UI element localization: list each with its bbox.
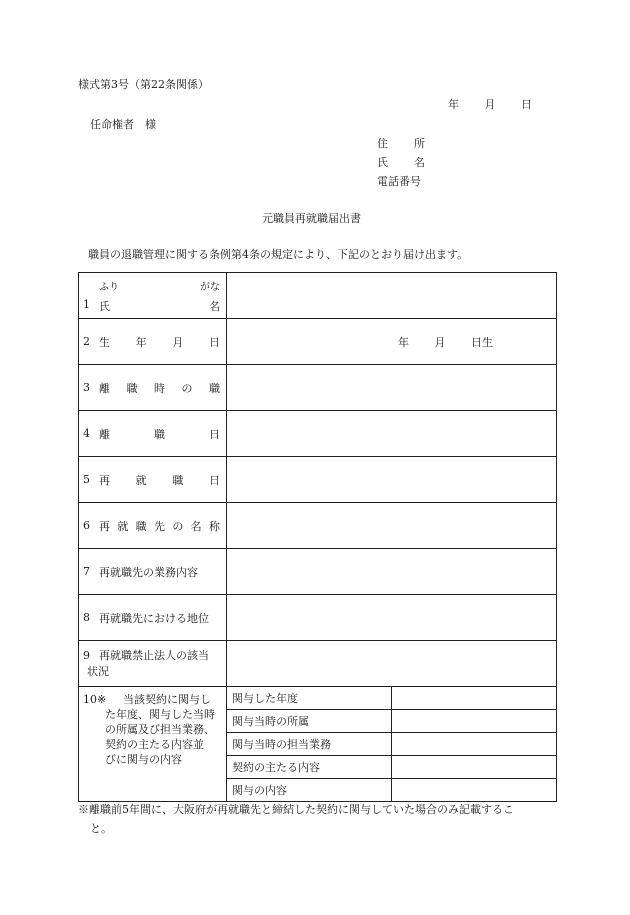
row-reemployment-date [79,457,557,503]
birthdate-value-cell[interactable] [227,319,557,365]
sub-label: 関与した年度 [232,692,298,705]
contract-subrow-cell [227,710,392,733]
row-number: 2 [83,335,90,348]
label-char: 再 [99,473,110,487]
label-char: 職 [135,519,147,533]
label-line-2: 状況 [87,664,109,678]
label-char: 日 [208,335,220,349]
label-char: 日 [209,427,220,441]
employer-business-value-cell[interactable] [227,549,557,595]
label-char: 職 [154,427,165,441]
row-contract-subrow [79,687,557,710]
applicant-name [377,157,425,168]
name-char-2: 名 [414,156,425,169]
contract-subrow-cell [227,779,392,802]
contract-value-cell[interactable] [392,733,557,756]
label-char: 再 [99,519,110,533]
label-char: 称 [208,519,220,533]
row-number: 9 [83,648,90,662]
label-char: 年 [135,335,147,349]
document-title: 元職員再就職届出書 [262,212,361,225]
label-line-1: 再就職禁止法人の該当 [99,648,209,662]
sub-label: 契約の主たる内容 [232,761,320,774]
retirement-date-value-cell[interactable] [227,411,557,457]
label-text: 再就職先の業務内容 [99,565,198,579]
label-char: 氏 [99,299,110,313]
row-number: 7 [83,565,90,578]
row-number: 1 [83,297,90,311]
name-char-1: 氏 [377,156,388,169]
label-char: 名 [190,519,202,533]
label-char: 離 [99,381,110,395]
date-day: 日 [521,98,532,111]
position-value-cell[interactable] [227,365,557,411]
footnote-line-1: ※離職前5年間に、大阪府が再就職先と締結した契約に関与していた場合のみ記載するこ [78,803,514,816]
name-value-cell[interactable] [227,273,557,319]
label-char: 就 [117,519,129,533]
label-text: 再就職先における地位 [99,611,209,625]
row-number: 10※ [83,693,107,706]
contract-subrow-cell [227,733,392,756]
form-code: 様式第3号（第22条関係） [78,78,209,91]
sub-label: 関与当時の担当業務 [232,738,331,751]
label-char: 時 [154,381,165,395]
furigana-1: ふり [99,281,119,293]
row-employer-business [79,549,557,595]
sub-label: 関与の内容 [232,784,287,797]
label-char: 離 [99,427,110,441]
contract-subrow-cell [227,756,392,779]
birth-month: 月 [434,335,446,349]
label-char: 日 [208,473,220,487]
label-char: 名 [209,299,220,313]
row-number: 6 [83,519,90,532]
row-birthdate [79,319,557,365]
row10-line-2: た年度、関与した当時 [105,708,215,721]
row10-line-5: びに関与の内容 [105,753,182,766]
employer-name-value-cell[interactable] [227,503,557,549]
row-employer-name [79,503,557,549]
contract-value-cell[interactable] [392,710,557,733]
label-char: 職 [209,381,220,395]
row-name [79,273,557,319]
row-number: 3 [83,381,90,394]
address-char-1: 住 [377,137,388,150]
label-char: の [172,519,184,533]
row-position-at-retirement [79,365,557,411]
date-year: 年 [448,98,459,111]
label-char: 先 [153,519,165,533]
applicant-address [377,138,425,149]
address-char-2: 所 [414,137,425,150]
label-char: 就 [135,473,147,487]
label-char: 職 [126,381,138,395]
form-table [78,272,557,802]
birth-day: 日生 [471,335,493,349]
label-char: 職 [172,473,184,487]
footnote-line-2: と。 [90,822,112,835]
intro-text: 職員の退職管理に関する条例第4条の規定により、下記のとおり届け出ます。 [88,248,469,261]
furigana-2: がな [200,281,220,293]
contract-value-cell[interactable] [392,687,557,710]
birth-year: 年 [398,335,409,349]
row10-label-cell [79,687,227,802]
contract-value-cell[interactable] [392,756,557,779]
label-char: 月 [172,335,184,349]
row-prohibited-corporation [79,641,557,687]
date-line [448,99,532,110]
row10-line-4: 契約の主たる内容並 [105,738,204,751]
row-retirement-date [79,411,557,457]
applicant-phone: 電話番号 [377,175,421,188]
addressee: 任命権者 様 [90,118,156,131]
date-month: 月 [484,98,496,111]
employer-position-value-cell[interactable] [227,595,557,641]
label-char: の [181,381,193,395]
row10-line-3: の所属及び担当業務、 [105,723,215,736]
sub-label: 関与当時の所属 [232,715,309,728]
prohibited-corporation-value-cell[interactable] [227,641,557,687]
row-number: 8 [83,611,90,624]
reemployment-date-value-cell[interactable] [227,457,557,503]
label-char: 生 [99,335,110,349]
row-number: 4 [83,427,90,440]
contract-subrow-cell [227,687,392,710]
row10-line-1: 当該契約に関与し [123,693,211,706]
row-number: 5 [83,473,90,486]
row-employer-position [79,595,557,641]
contract-value-cell[interactable] [392,779,557,802]
